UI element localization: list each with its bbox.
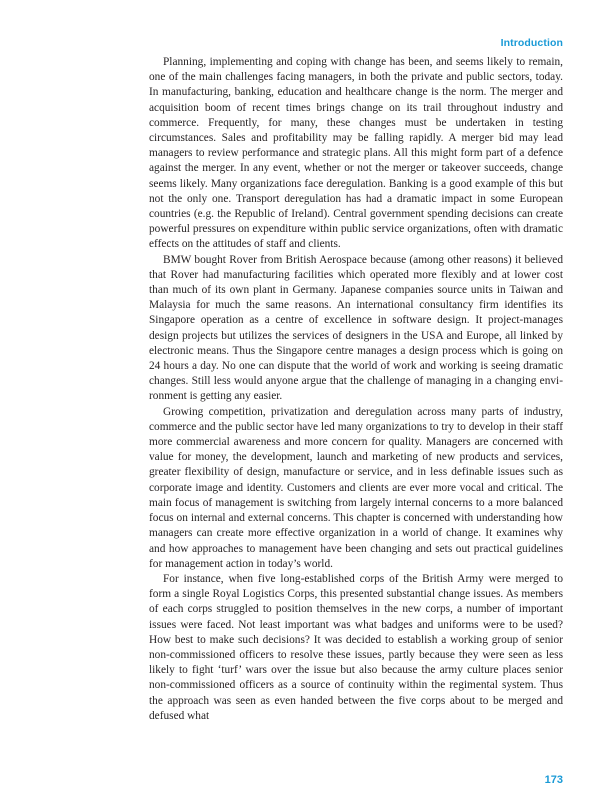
body-text	[149, 55, 563, 724]
paragraph: Growing competition, privatization and deregulation across many parts of industry, commerce and the public sector have led many organizations to try to develop in their staff more commercial awareness and more concern for quality. Managers are concerned with value for money, the development, launch and marketing of new products and services, greater flexibility of design, manufacture or service, and in less definable issues such as corporate image and identity. Customers and clients are ever more vocal and critical. The main focus of management is switching from largely internal concerns to a more balanced focus on internal and external concerns. This chapter is concerned with understanding how managers can create more effective organization in a world of change. It examines why and how approaches to management have been changing and sets out practical guidelines for management action in today’s world.	[149, 405, 563, 570]
paragraph: BMW bought Rover from British Aerospace because (among other reasons) it believed that Rover had manufacturing facilities which operated more flexibly and at lower cost than much of its own plant in Germany. Japanese companies source units in Taiwan and Malaysia for much the same reasons. An international consultancy firm identifies its Singapore operation as a centre of excellence in software design. It project-manages design projects but utilizes the services of designers in the USA and Europe, all linked by electronic means. Thus the Singapore centre manages a design process which is going on 24 hours a day. No one can dispute that the world of work and working is seeing dramatic changes. Still less would anyone argue that the challenge of managing in a changing environment is getting any easier.	[149, 253, 563, 403]
running-head-section-title: Introduction	[500, 37, 563, 49]
paragraph: For instance, when five long-established corps of the British Army were merged to form a single Royal Logistics Corps, this presented substantial change issues. As members of each corps struggled to position themselves in the new corps, a number of important issues were faced. Not least important was what badges and uniforms were to be used? How best to make such decisions? It was decided to establish a working group of senior non-commissioned officers to resolve these issues, partly because they were seen as less likely to fight ‘turf’ wars over the issue but also because the army culture places senior non-commissioned officers as a source of continuity within the regimental system. Thus the approach was seen as even handed between the five corps about to be merged and defused what	[149, 572, 563, 722]
page-number: 173	[544, 774, 563, 786]
paragraph: Planning, implementing and coping with change has been, and seems likely to remain, one of the main challenges facing managers, in both the private and public sectors, today. In manufacturing, banking, education and healthcare change is the norm. The merger and acquisition boom of recent times brings change on its trail throughout industry and commerce. Frequently, for many, these changes must be undertaken in testing circumstances. Sales and profitability may be falling rapidly. A merger bid may lead managers to review performance and strategic plans. All this might form part of a defence against the merger. In any event, whether or not the merger or takeover succeeds, change seems likely. Many organizations face deregulation. Banking is a good example of this but not the only one. Transport deregulation has had a dramatic impact in some European countries (e.g. the Republic of Ireland). Central government spending decisions can create powerful pressures on expenditure within public service organizations, often with dramatic effects on the attitudes of staff and clients.	[149, 56, 563, 251]
